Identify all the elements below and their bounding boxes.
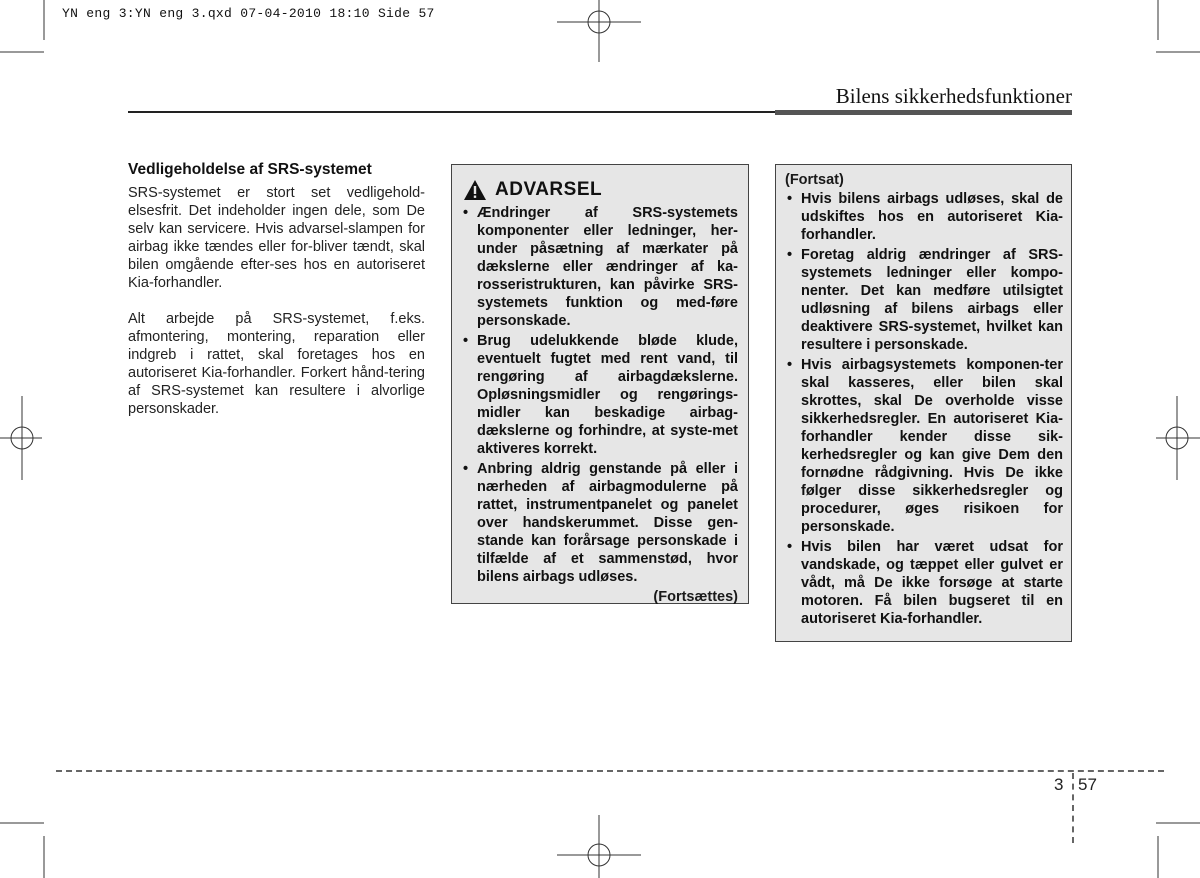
list-item: • Brug udelukkende bløde klude, eventuelt fugtet med rent vand, til rengøring af airbagdækslerne. Opløsningsmidler og rengørings-midler kan beskadige airbag-dækslerne og forhindre, at syste-met aktiveres korrekt. xyxy=(461,332,738,458)
continued-warning-box xyxy=(775,164,1072,642)
warning-box xyxy=(451,164,749,604)
footer-divider xyxy=(1072,773,1074,843)
list-item: • Foretag aldrig ændringer af SRS-systemets ledninger eller kompo-nenter. Det kan medføre utilsigtet udløsning af bilens airbags eller deaktivere SRS-systemet, hvilket kan resultere i personskade. xyxy=(785,246,1063,354)
warning-header xyxy=(463,179,738,201)
list-item: • Anbring aldrig genstande på eller i nærheden af airbagmodulerne på rattet, instrumentpanelet og panelet over handskerummet. Disse gen-stande kan forårsage personskade i tilfælde af et sammenstød, hvor bilens airbags udløses. xyxy=(461,460,738,586)
footer-rule xyxy=(56,770,1164,772)
chapter-number: 3 xyxy=(1054,775,1064,794)
registration-mark-left xyxy=(0,396,42,480)
warning-title: ADVARSEL xyxy=(495,179,603,200)
registration-mark-right xyxy=(1156,396,1200,480)
page-number: 57 xyxy=(1078,775,1097,794)
print-slug: YN eng 3:YN eng 3.qxd 07-04-2010 18:10 Side 57 xyxy=(62,6,435,21)
list-item: • Hvis airbagsystemets komponen-ter skal kasseres, eller bilen skal skrottes, skal De overholde visse sikkerhedsregler. En autoriseret Kia-forhandler kender disse sik-kerhedsregler og kan give Dem den fornødne rådgivning. Hvis De ikke følger disse sikkerhedsregler og procedurer, øges risikoen for personskade. xyxy=(785,356,1063,536)
warning-list xyxy=(461,204,738,586)
list-item: • Hvis bilen har været udsat for vandskade, og tæppet eller gulvet er vådt, må De ikke forsøge at starte motoren. Få bilen bugseret til en autoriseret Kia-forhandler. xyxy=(785,538,1063,628)
paragraph: Alt arbejde på SRS-systemet, f.eks. afmontering, montering, reparation eller indgreb i rattet, skal foretages hos en autoriseret Kia-forhandler. Forkert hånd-tering af SRS-systemet kan resultere i alvorlige personskader. xyxy=(128,311,425,417)
continued-list xyxy=(785,190,1063,628)
continued-label: (Fortsat) xyxy=(785,172,844,188)
paragraph: SRS-systemet er stort set vedligehold-elsesfrit. Det indeholder ingen dele, som De selv kan servicere. Hvis advarsel-slampen for airbag ikke tændes eller for-bliver tændt, skal bilen omgående efter-ses hos en autoriseret Kia-forhandler. xyxy=(128,185,425,291)
registration-mark-top xyxy=(557,0,641,62)
list-item: • Hvis bilens airbags udløses, skal de udskiftes hos en autoriseret Kia-forhandler. xyxy=(785,190,1063,244)
maintenance-section xyxy=(128,160,425,436)
list-item: • Ændringer af SRS-systemets komponenter eller ledninger, her-under påsætning af mærkater på dækslerne eller ændringer af ka-rosseristrukturen, kan påvirke SRS-systemets funktion og med-føre personskade. xyxy=(461,204,738,330)
section-heading: Vedligeholdelse af SRS-systemet xyxy=(128,161,372,178)
header-rule-accent xyxy=(775,110,1072,115)
registration-mark-bottom xyxy=(557,815,641,878)
warning-triangle-icon xyxy=(463,179,487,201)
section-title: Bilens sikkerhedsfunktioner xyxy=(835,84,1072,108)
continue-label: (Fortsættes) xyxy=(653,589,738,605)
